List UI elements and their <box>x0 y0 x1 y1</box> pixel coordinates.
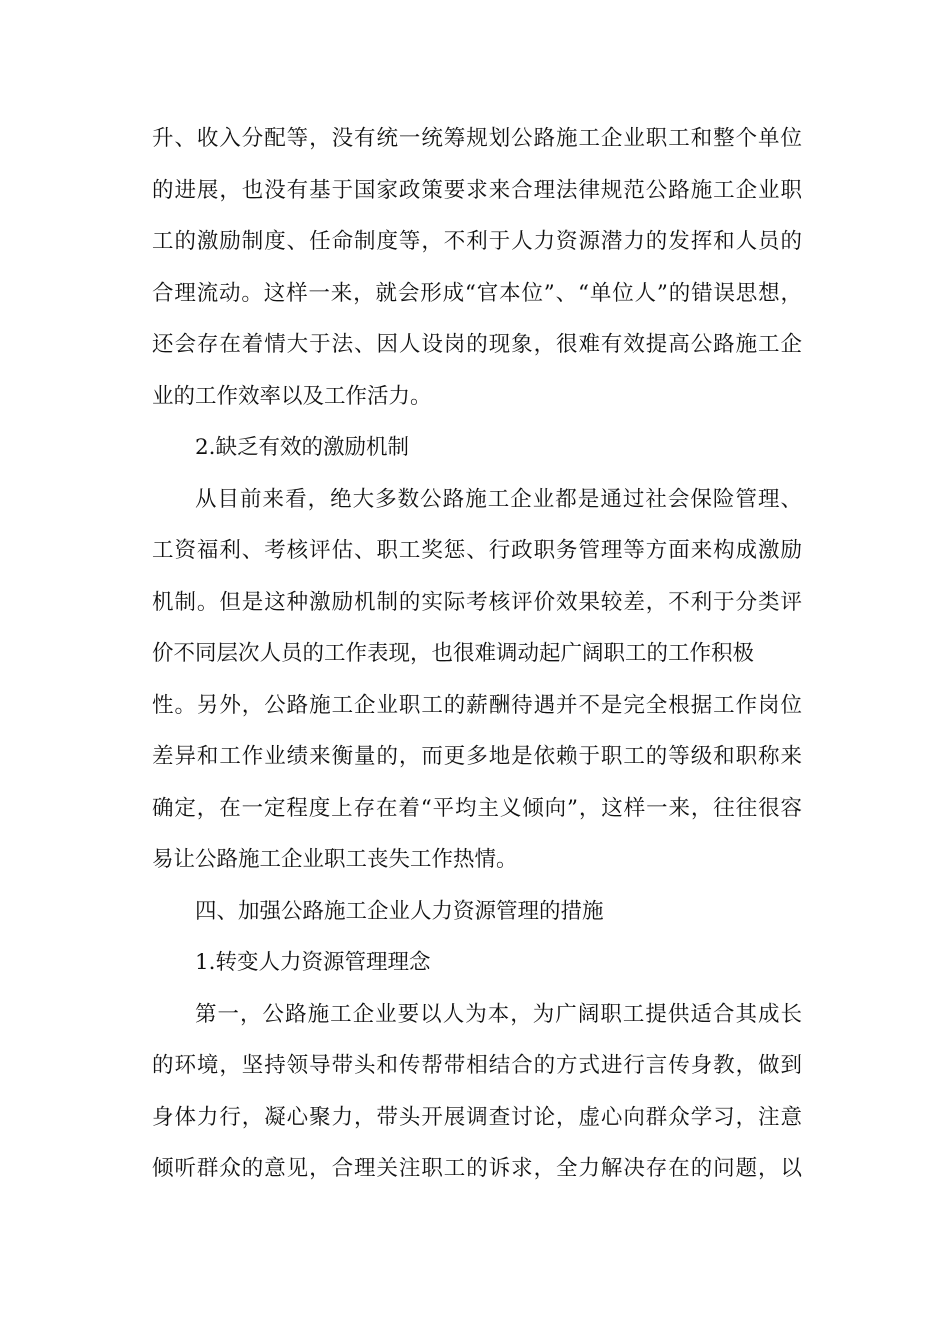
text-line: 价不同层次人员的工作表现，也很难调动起广阔职工的工作积极 <box>152 641 755 666</box>
text-line: 差异和工作业绩来衡量的，而更多地是依赖于职工的等级和职称来 <box>152 744 802 769</box>
text-line: 身体力行，凝心聚力，带头开展调查讨论，虚心向群众学习，注意 <box>152 1104 802 1130</box>
text-line: 升、收入分配等，没有统一统筹规划公路施工企业职工和整个单位 <box>152 126 802 151</box>
text-line: 的环境，坚持领导带头和传帮带相结合的方式进行言传身教，做到 <box>152 1053 802 1078</box>
text-line: 倾听群众的意见，合理关注职工的诉求，全力解决存在的问题，以 <box>152 1156 802 1181</box>
text-line: 确定，在一定程度上存在着“平均主义倾向”，这样一来，往往很容 <box>152 795 802 821</box>
text-line: 工资福利、考核评估、职工奖惩、行政职务管理等方面来构成激励 <box>152 538 802 563</box>
text-line: 业的工作效率以及工作活力。 <box>152 383 432 409</box>
text-line: 工的激励制度、任命制度等，不利于人力资源潜力的发挥和人员的 <box>152 229 802 254</box>
text-line: 机制。但是这种激励机制的实际考核评价效果较差，不利于分类评 <box>152 589 802 615</box>
body-text <box>152 113 802 1195</box>
text-line: 第一，公路施工企业要以人为本，为广阔职工提供适合其成长 <box>195 1001 802 1027</box>
section-heading: 四、加强公路施工企业人力资源管理的措施 <box>195 898 604 924</box>
text-line: 合理流动。这样一来，就会形成“官本位”、“单位人”的错误思想， <box>152 280 802 306</box>
text-line: 从目前来看，绝大多数公路施工企业都是通过社会保险管理、 <box>195 486 802 512</box>
text-line: 的进展，也没有基于国家政策要求来合理法律规范公路施工企业职 <box>152 177 802 203</box>
section-heading: 2.缺乏有效的激励机制 <box>195 435 410 460</box>
text-line: 易让公路施工企业职工丧失工作热情。 <box>152 847 518 872</box>
section-heading: 1.转变人力资源管理理念 <box>195 950 431 975</box>
text-line: 性。另外，公路施工企业职工的薪酬待遇并不是完全根据工作岗位 <box>152 692 802 718</box>
text-line: 还会存在着情大于法、因人设岗的现象，很难有效提高公路施工企 <box>152 332 802 357</box>
